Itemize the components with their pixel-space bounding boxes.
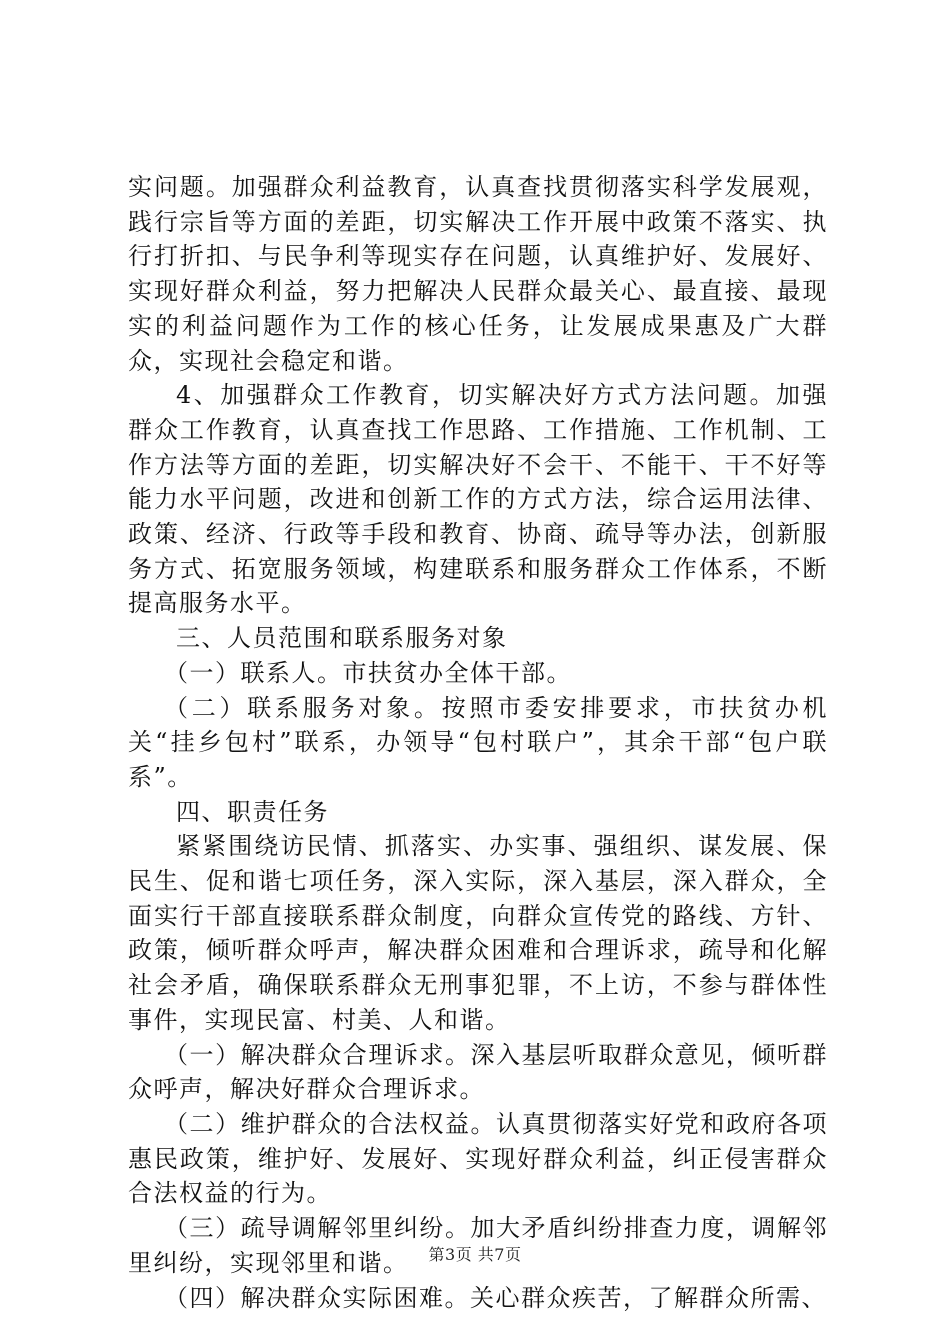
section-heading-4: 四、职责任务 — [176, 797, 329, 826]
paragraph-5: （二）联系服务对象。按照市委安排要求，市扶贫办机关“挂乡包村”联系，办领导“包村联户”，其余干部“包户联系”。 — [128, 693, 828, 791]
paragraph-10: （三）疏导调解邻里纠纷。加大矛盾纠纷排查力度，调解邻里纠纷，实现邻里和谐。 — [128, 1214, 828, 1277]
document-body — [128, 170, 828, 1315]
paragraph-11: （四）解决群众实际困难。关心群众疾苦，了解群众所需、 — [164, 1283, 827, 1312]
page-footer: 第3页 共7页 — [428, 1245, 522, 1264]
paragraph-7: 紧紧围绕访民情、抓落实、办实事、强组织、谋发展、保民生、促和谐七项任务，深入实际，深入基层，深入群众，全面实行干部直接联系群众制度，向群众宣传党的路线、方针、政策，倾听群众呼声，解决群众困难和合理诉求，疏导和化解社会矛盾，确保联系群众无刑事犯罪，不上访，不参与群体性事件，实现民富、村美、人和谐。 — [128, 832, 828, 1034]
paragraph-1: 实问题。加强群众利益教育，认真查找贯彻落实科学发展观，践行宗旨等方面的差距，切实解决工作开展中政策不落实、执行打折扣、与民争利等现实存在问题，认真维护好、发展好、实现好群众利益，努力把解决人民群众最关心、最直接、最现实的利益问题作为工作的核心任务，让发展成果惠及广大群众，实现社会稳定和谐。 — [128, 173, 828, 375]
paragraph-8: （一）解决群众合理诉求。深入基层听取群众意见，倾听群众呼声，解决好群众合理诉求。 — [128, 1040, 828, 1104]
section-heading-3: 三、人员范围和联系服务对象 — [176, 624, 508, 653]
paragraph-2: 4、加强群众工作教育，切实解决好方式方法问题。加强群众工作教育，认真查找工作思路、工作措施、工作机制、工作方法等方面的差距，切实解决好不会干、不能干、干不好等能力水平问题，改进和创新工作的方式方法，综合运用法律、政策、经济、行政等手段和教育、协商、疏导等办法，创新服务方式、拓宽服务领域，构建联系和服务群众工作体系，不断提高服务水平。 — [128, 381, 828, 618]
paragraph-4: （一）联系人。市扶贫办全体干部。 — [164, 658, 572, 687]
paragraph-9: （二）维护群众的合法权益。认真贯彻落实好党和政府各项惠民政策，维护好、发展好、实现好群众利益，纠正侵害群众合法权益的行为。 — [128, 1109, 828, 1208]
